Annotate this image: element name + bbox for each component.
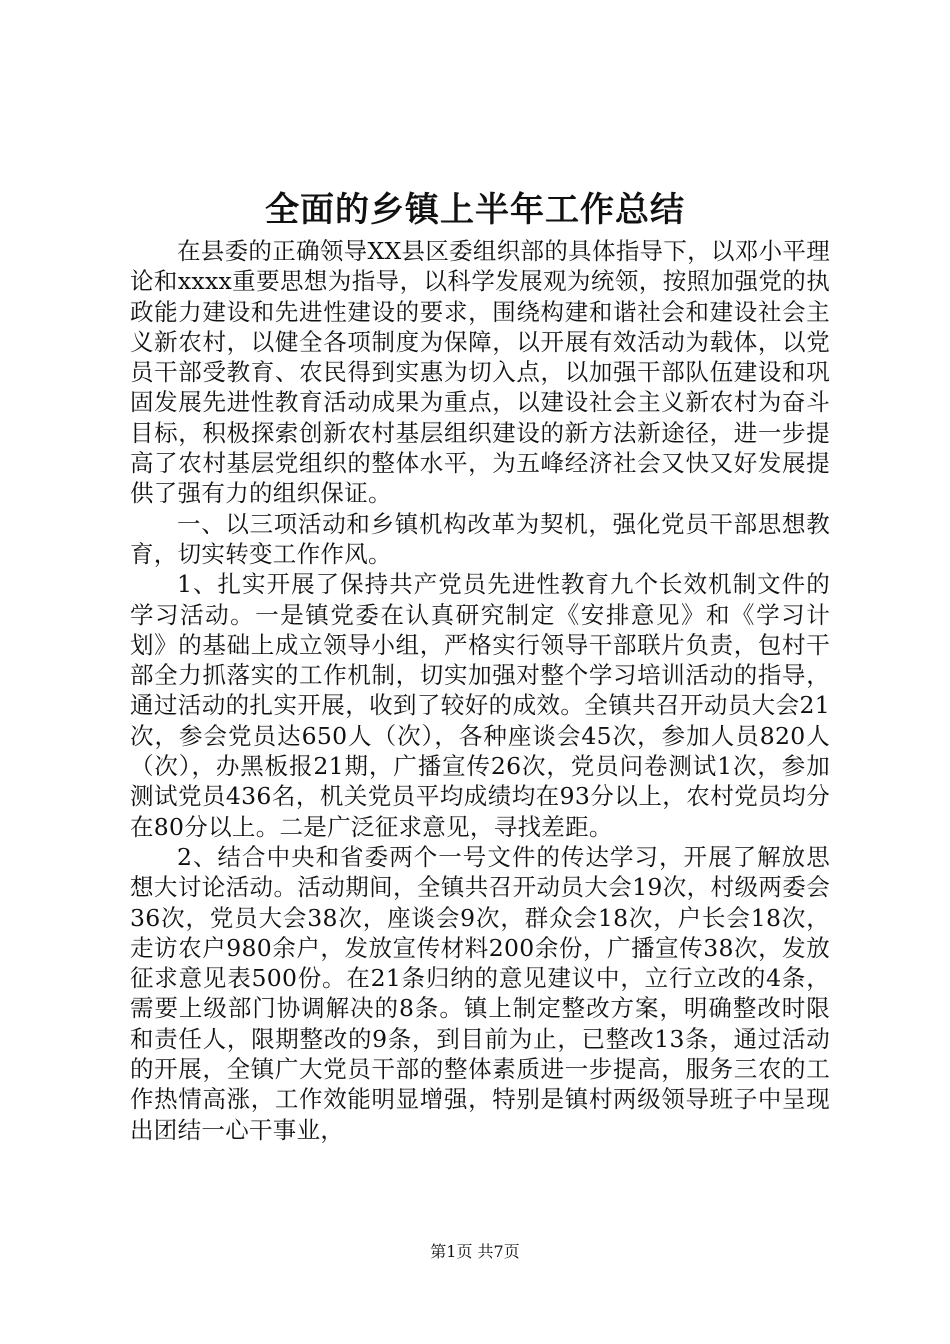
paragraph-section-1-heading: 一、以三项活动和乡镇机构改革为契机，强化党员干部思想教育，切实转变工作作风。 (130, 509, 830, 568)
page-number-footer: 第1页 共7页 (430, 1242, 520, 1261)
paragraph-item-1: 1、扎实开展了保持共产党员先进性教育九个长效机制文件的学习活动。一是镇党委在认真研究制定《安排意见》和《学习计划》的基础上成立领导小组，严格实行领导干部联片负责，包村干部全力抓落实的工作机制，切实加强对整个学习培训活动的指导，通过活动的扎实开展，收到了较好的成效。全镇共召开动员大会21次，参会党员达650人（次），各种座谈会45次，参加人员820人（次），办黑板报21期，广播宣传26次，党员问卷测试1次，参加测试党员436名，机关党员平均成绩均在93分以上，农村党员均分在80分以上。二是广泛征求意见，寻找差距。 (130, 570, 830, 841)
document-title: 全面的乡镇上半年工作总结 (265, 190, 685, 230)
paragraph-intro: 在县委的正确领导XX县区委组织部的具体指导下，以邓小平理论和xxxx重要思想为指导，以科学发展观为统领，按照加强党的执政能力建设和先进性建设的要求，围绕构建和谐社会和建设社会主义新农村，以健全各项制度为保障，以开展有效活动为载体，以党员干部受教育、农民得到实惠为切入点，以加强干部队伍建设和巩固发展先进性教育活动成果为重点，以建设社会主义新农村为奋斗目标，积极探索创新农村基层组织建设的新方法新途径，进一步提高了农村基层党组织的整体水平，为五峰经济社会又快又好发展提供了强有力的组织保证。 (130, 237, 830, 508)
paragraph-item-2: 2、结合中央和省委两个一号文件的传达学习，开展了解放思想大讨论活动。活动期间，全镇共召开动员大会19次，村级两委会36次，党员大会38次，座谈会9次，群众会18次，户长会18次，走访农户980余户，发放宣传材料200余份，广播宣传38次，发放征求意见表500份。在21条归纳的意见建议中，立行立改的4条，需要上级部门协调解决的8条。镇上制定整改方案，明确整改时限和责任人，限期整改的9条，到目前为止，已整改13条，通过活动的开展，全镇广大党员干部的整体素质进一步提高，服务三农的工作热情高涨，工作效能明显增强，特别是镇村两级领导班子中呈现出团结一心干事业， (130, 842, 830, 1144)
document-body (130, 236, 830, 1145)
